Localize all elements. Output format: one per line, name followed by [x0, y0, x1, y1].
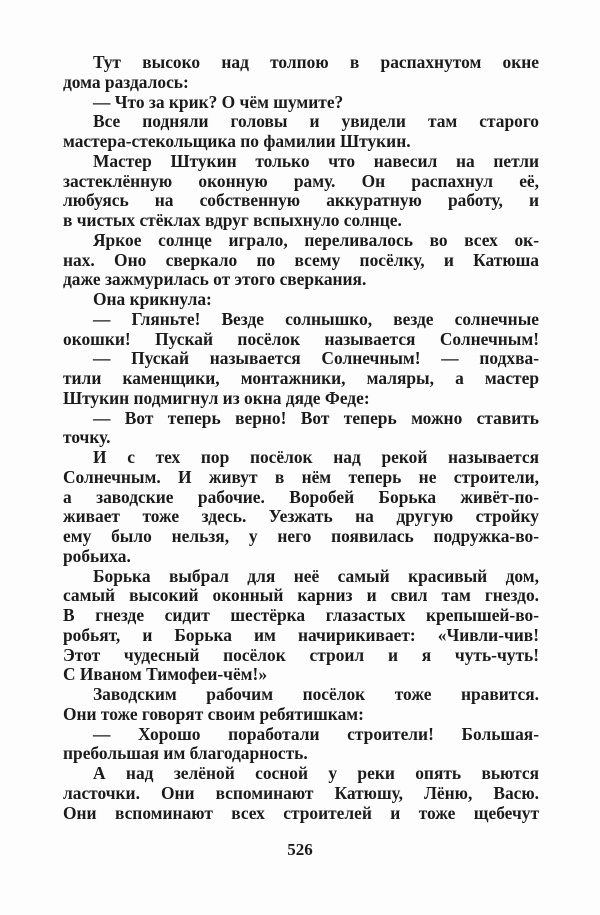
text-line: робьят, и Борька им начирикивает: «Чивли-чив! — [63, 625, 539, 645]
text-line: окошки! Пускай посёлок называется Солнечным! — [63, 329, 539, 349]
text-line: мастера-стекольщика по фамилии Штукин. — [63, 132, 411, 151]
text-line: застеклённую оконную раму. Он распахнул её, — [63, 171, 539, 191]
page-number: 526 — [287, 840, 313, 859]
text-line: — Хорошо поработали строители! Большая- — [93, 724, 539, 744]
page-body-text — [63, 53, 539, 823]
text-line: ласточки. Они вспоминают Катюшу, Лёню, Васю. — [63, 783, 539, 803]
text-line: Солнечным. И живут в нём теперь не строители, — [63, 467, 539, 487]
text-line: даже зажмурилась от этого сверкания. — [63, 270, 367, 290]
text-line: А над зелёной сосной у реки опять вьются — [93, 764, 539, 783]
text-line: С Иваном Тимофеи-чём!» — [63, 665, 268, 685]
text-line: точку. — [63, 428, 111, 448]
text-line: Они вспоминают всех строителей и тоже щебечут — [63, 803, 539, 823]
text-line: а заводские рабочие. Воробей Борька живёт-по- — [63, 487, 539, 507]
text-line: Этот чудесный посёлок строил и я чуть-чуть! — [63, 645, 539, 665]
text-line: И с тех пор посёлок над рекой называется — [93, 448, 539, 467]
text-line: любуясь на собственную аккуратную работу, и — [63, 191, 539, 211]
text-line: Мастер Штукин только что навесил на петли — [93, 151, 539, 171]
text-line: тили каменщики, монтажники, маляры, а мастер — [63, 369, 539, 388]
text-line: Она крикнула: — [93, 290, 212, 309]
text-line: пребольшая им благодарность. — [63, 744, 308, 764]
text-line: нах. Оно сверкало по всему посёлку, и Катюша — [63, 250, 539, 270]
text-line: — Что за крик? О чём шумите? — [93, 92, 344, 112]
text-line: Заводским рабочим посёлок тоже нравится. — [93, 685, 539, 704]
text-line: Яркое солнце играло, переливалось во всех ок- — [93, 230, 539, 250]
text-line: Борька выбрал для неё самый красивый дом, — [93, 566, 539, 586]
text-line: Все подняли головы и увидели там старого — [93, 112, 539, 132]
text-line: живает тоже здесь. Уезжать на другую стройку — [63, 507, 539, 527]
text-line: Они тоже говорят своим ребятишкам: — [63, 704, 364, 724]
text-line: робьиха. — [63, 546, 131, 566]
text-line: самый высокий оконный карниз и свил там гнездо. — [63, 586, 539, 606]
text-line: дома раздалось: — [63, 72, 189, 92]
text-line: в чистых стёклах вдруг вспыхнуло солнце. — [63, 211, 402, 230]
text-line: ему было нельзя, у него появилась подружка-во- — [63, 527, 539, 546]
text-line: — Гляньте! Везде солнышко, везде солнечные — [93, 309, 539, 329]
text-line: — Вот теперь верно! Вот теперь можно ставить — [93, 408, 539, 428]
text-line: В гнезде сидит шестёрка глазастых крепышей-во- — [63, 606, 539, 625]
text-line: — Пускай называется Солнечным! — подхва- — [93, 349, 539, 369]
text-line: Штукин подмигнул из окна дяде Феде: — [63, 388, 370, 408]
text-line: Тут высоко над толпою в распахнутом окне — [93, 53, 539, 72]
